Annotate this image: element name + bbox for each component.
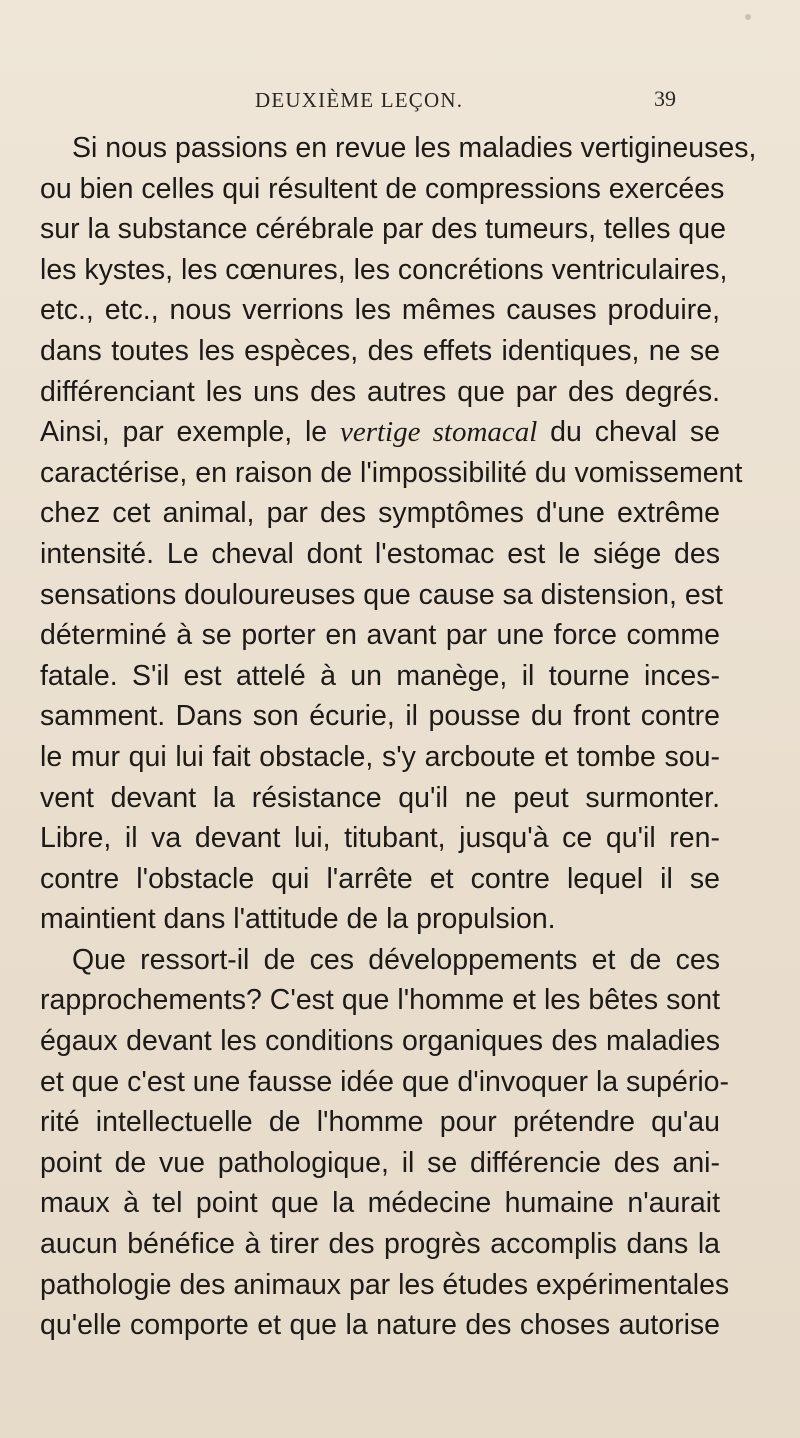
text-line: le mur qui lui fait obstacle, s'y arcboute et tombe sou- [40,740,720,773]
text-line: samment. Dans son écurie, il pousse du front contre [40,700,720,733]
italic-term: vertige stomacal [339,416,538,449]
text-line: etc., etc., nous verrions les mêmes causes produire, [40,294,720,327]
page-number: 39 [654,86,676,111]
text-line: vent devant la résistance qu'il ne peut surmonter. [40,781,720,814]
text-line: qu'elle comporte et que la nature des choses autorise [40,1309,720,1342]
text-line: rapprochements? C'est que l'homme et les bêtes sont [40,984,720,1017]
text-line: chez cet animal, par des symptômes d'une extrême [40,497,720,530]
running-head: DEUXIÈME LEÇON. [255,88,464,112]
text-line: ou bien celles qui résultent de compressions exercées [40,172,725,205]
text-line: point de vue pathologique, il se différencie des ani- [40,1146,720,1179]
text-line: égaux devant les conditions organiques des maladies [40,1025,720,1058]
text-segment: Ainsi, par exemple, le [40,416,340,449]
text-line: intensité. Le cheval dont l'estomac est le siége des [40,537,720,570]
text-line: pathologie des animaux par les études expérimentales [40,1268,730,1301]
text-line: maux à tel point que la médecine humaine n'aurait [40,1187,720,1220]
text-line: les kystes, les cœnures, les concrétions ventriculaires, [40,253,728,286]
text-line: aucun bénéfice à tirer des progrès accomplis dans la [40,1228,720,1261]
text-line: déterminé à se porter en avant par une force comme [40,619,720,652]
text-line: sensations douloureuses que cause sa distension, est [40,578,723,611]
text-line: caractérise, en raison de l'impossibilité du vomissement [40,456,743,489]
paper-spot [745,14,751,20]
text-line: contre l'obstacle qui l'arrête et contre lequel il se [40,862,720,895]
text-line: maintient dans l'attitude de la propulsion. [40,903,556,936]
text-line: différenciant les uns des autres que par des degrés. [40,375,720,408]
text-line: rité intellectuelle de l'homme pour prétendre qu'au [40,1106,720,1139]
text-segment: du cheval se [537,416,720,449]
body-text [40,128,757,1346]
text-line: et que c'est une fausse idée que d'invoquer la supério- [40,1065,730,1098]
text-line: Libre, il va devant lui, titubant, jusqu'à ce qu'il ren- [40,822,720,855]
text-line: sur la substance cérébrale par des tumeurs, telles que [40,213,726,246]
text-line: Si nous passions en revue les maladies vertigineuses, [72,132,757,164]
text-line [40,412,720,453]
text-line: Que ressort-il de ces développements et de ces [72,943,720,976]
text-line: fatale. S'il est attelé à un manège, il tourne inces- [40,659,720,692]
text-line: dans toutes les espèces, des effets identiques, ne se [40,334,720,367]
